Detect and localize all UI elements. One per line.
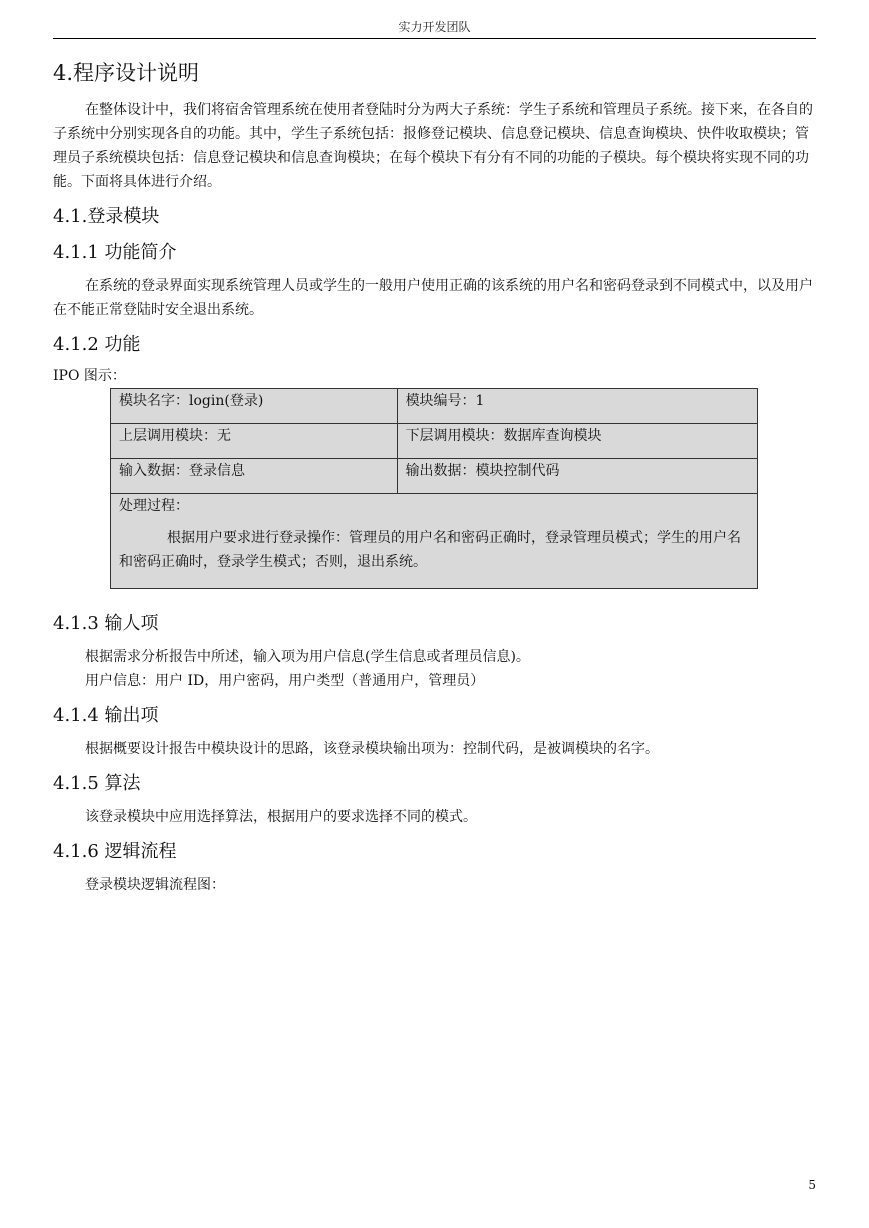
ipo-upper-call: 上层调用模块：无: [111, 424, 398, 459]
section-4-1-4-body: 根据概要设计报告中模块设计的思路，该登录模块输出项为：控制代码，是被调模块的名字。: [85, 741, 659, 757]
section-title-4-1-5: 4.1.5 算法: [53, 773, 141, 794]
section-4-1-3-line2: 用户信息：用户 ID，用户密码，用户类型（普通用户，管理员）: [85, 673, 485, 689]
ipo-process-cell: [111, 494, 758, 589]
table-row: [111, 459, 758, 494]
header-rule: [53, 38, 816, 39]
ipo-process-body: 根据用户要求进行登录操作：管理员的用户名和密码正确时，登录管理员模式；学生的用户名和密码正确时，登录学生模式；否则，退出系统。: [119, 530, 741, 570]
page-number: 5: [808, 1178, 816, 1192]
document-body: [53, 58, 816, 897]
ipo-output: 输出数据：模块控制代码: [397, 459, 757, 494]
section-4-1-3-line1: 根据需求分析报告中所述，输入项为用户信息(学生信息或者理员信息)。: [85, 649, 530, 665]
section-title-4-1-4: 4.1.4 输出项: [53, 705, 159, 726]
section-title-4-1: 4.1.登录模块: [53, 206, 160, 227]
section-4-1-1-body: 在系统的登录界面实现系统管理人员或学生的一般用户使用正确的该系统的用户名和密码登录到不同模式中，以及用户在不能正常登陆时安全退出系统。: [53, 278, 813, 318]
section-title-4-1-1: 4.1.1 功能简介: [53, 242, 177, 263]
table-row: [111, 389, 758, 424]
section-4-1-6-body: 登录模块逻辑流程图：: [85, 877, 225, 893]
section-title-4-1-2: 4.1.2 功能: [53, 334, 141, 355]
ipo-module-no: 模块编号：1: [397, 389, 757, 424]
section-title-4-1-3: 4.1.3 输人项: [53, 613, 159, 634]
ipo-lower-call: 下层调用模块：数据库查询模块: [397, 424, 757, 459]
section-4-intro: 在整体设计中，我们将宿舍管理系统在使用者登陆时分为两大子系统：学生子系统和管理员子系统。接下来，在各自的子系统中分别实现各自的功能。其中，学生子系统包括：报修登记模块、信息登记模块、信息查询模块、快件收取模块；管理员子系统模块包括：信息登记模块和信息查询模块；在每个模块下有分有不同的功能的子模块。每个模块将实现不同的功能。下面将具体进行介绍。: [53, 102, 813, 190]
section-title-4-1-6: 4.1.6 逻辑流程: [53, 841, 177, 862]
ipo-module-name: 模块名字：login(登录): [111, 389, 398, 424]
section-title-4: 4.程序设计说明: [53, 61, 200, 85]
table-row: [111, 424, 758, 459]
ipo-process-title: 处理过程：: [119, 498, 189, 514]
ipo-table: [110, 388, 758, 589]
ipo-label: IPO 图示：: [53, 368, 126, 384]
table-row: [111, 494, 758, 589]
ipo-input: 输入数据：登录信息: [111, 459, 398, 494]
page-header: 实力开发团队: [398, 20, 471, 34]
section-4-1-5-body: 该登录模块中应用选择算法，根据用户的要求选择不同的模式。: [85, 809, 477, 825]
